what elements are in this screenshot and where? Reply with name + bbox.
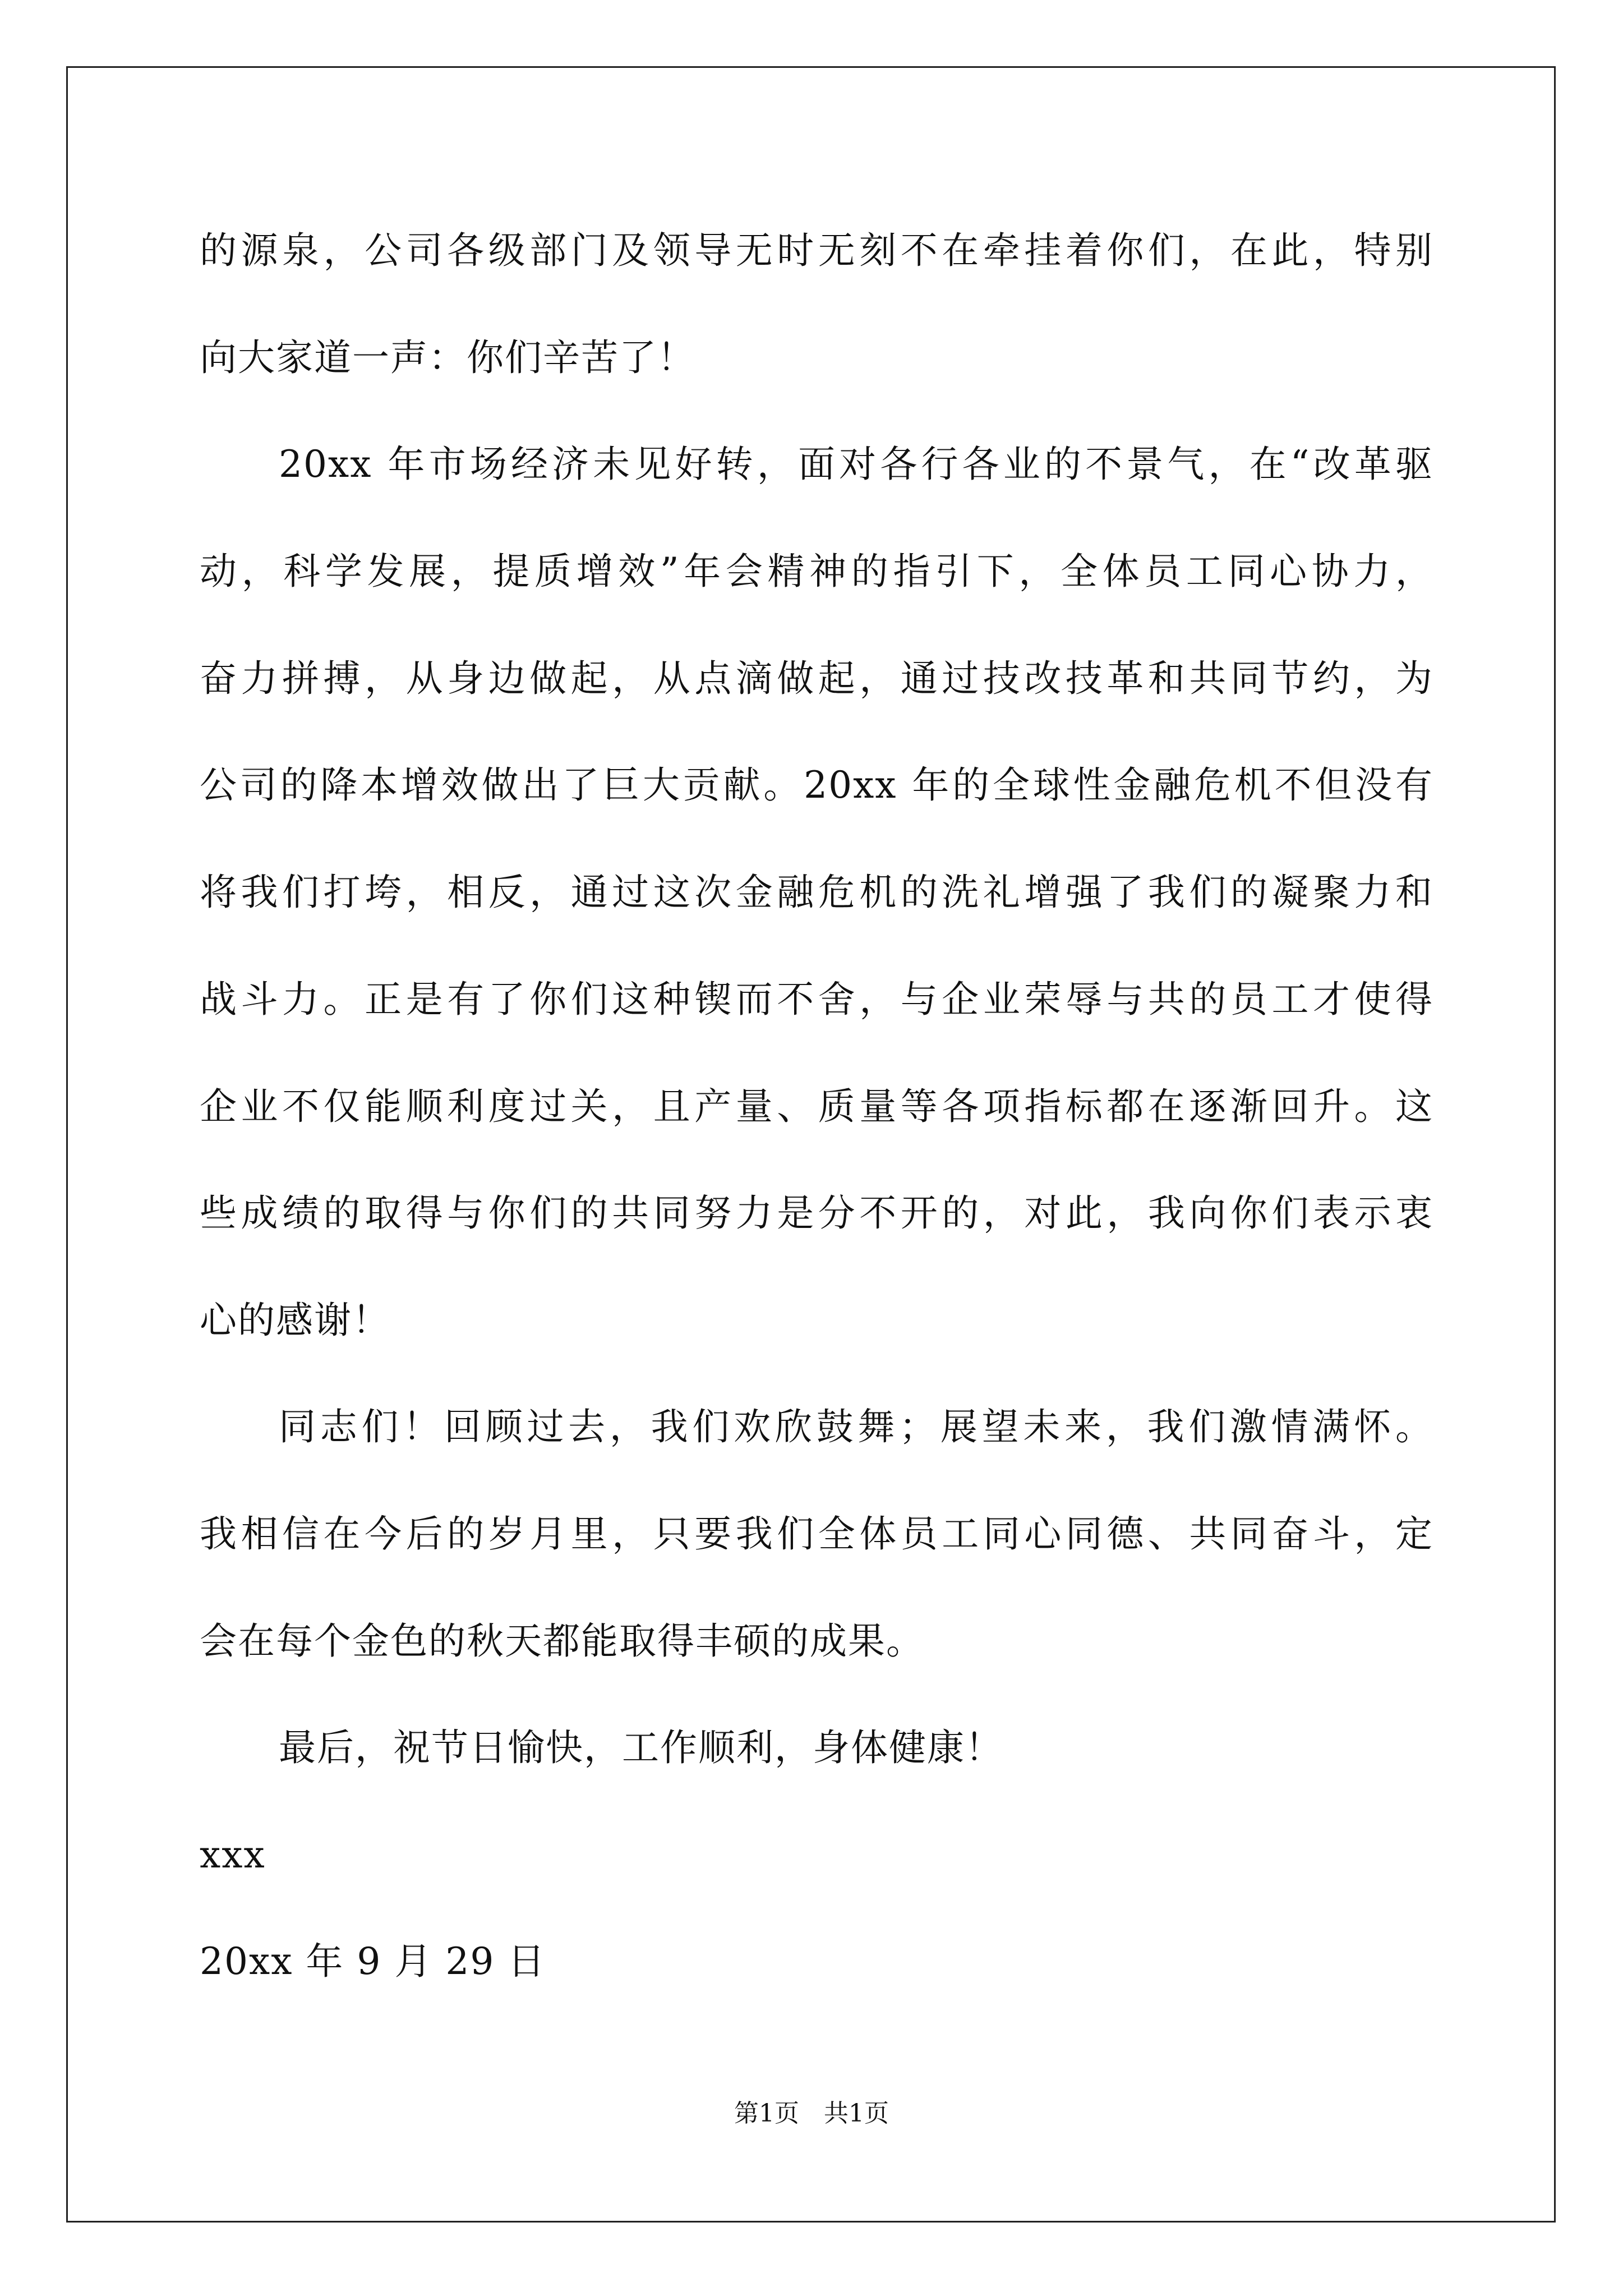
text-line: 我相信在今后的岁月里，只要我们全体员工同心同德、共同奋斗，定 — [200, 1512, 1433, 1556]
text-line: 企业不仅能顺利度过关，且产量、质量等各项指标都在逐渐回升。这 — [200, 1085, 1433, 1128]
text-line: 战斗力。正是有了你们这种锲而不舍，与企业荣辱与共的员工才使得 — [200, 978, 1433, 1021]
text-line: 将我们打垮，相反，通过这次金融危机的洗礼增强了我们的凝聚力和 — [200, 871, 1433, 914]
text-line: 最后，祝节日愉快，工作顺利，身体健康！ — [279, 1726, 1003, 1769]
text-line: 的源泉，公司各级部门及领导无时无刻不在牵挂着你们，在此，特别 — [200, 229, 1433, 272]
signature-text: xxx — [200, 1833, 266, 1876]
text-line: 会在每个金色的秋天都能取得丰硕的成果。 — [200, 1619, 924, 1663]
text-line: 奋力拼搏，从身边做起，从点滴做起，通过技改技革和共同节约，为 — [200, 657, 1433, 700]
page-border — [66, 66, 1556, 2223]
page-number: 第1页 — [734, 2099, 799, 2128]
text-line: 同志们！回顾过去，我们欢欣鼓舞；展望未来，我们激情满怀。 — [279, 1405, 1433, 1448]
text-line: 公司的降本增效做出了巨大贡献。20xx 年的全球性金融危机不但没有 — [200, 763, 1433, 807]
text-line: 些成绩的取得与你们的共同努力是分不开的，对此，我向你们表示衷 — [200, 1191, 1433, 1235]
text-line: 动，科学发展，提质增效”年会精神的指引下，全体员工同心协力， — [200, 550, 1433, 593]
text-line: 心的感谢！ — [200, 1299, 390, 1342]
date-text: 20xx 年 9 月 29 日 — [200, 1940, 546, 1983]
page-total: 共1页 — [824, 2099, 889, 2128]
text-line: 向大家道一声：你们辛苦了！ — [200, 336, 695, 379]
page-footer — [0, 2097, 1623, 2131]
text-line: 20xx 年市场经济未见好转，面对各行各业的不景气，在“改革驱 — [279, 443, 1433, 486]
